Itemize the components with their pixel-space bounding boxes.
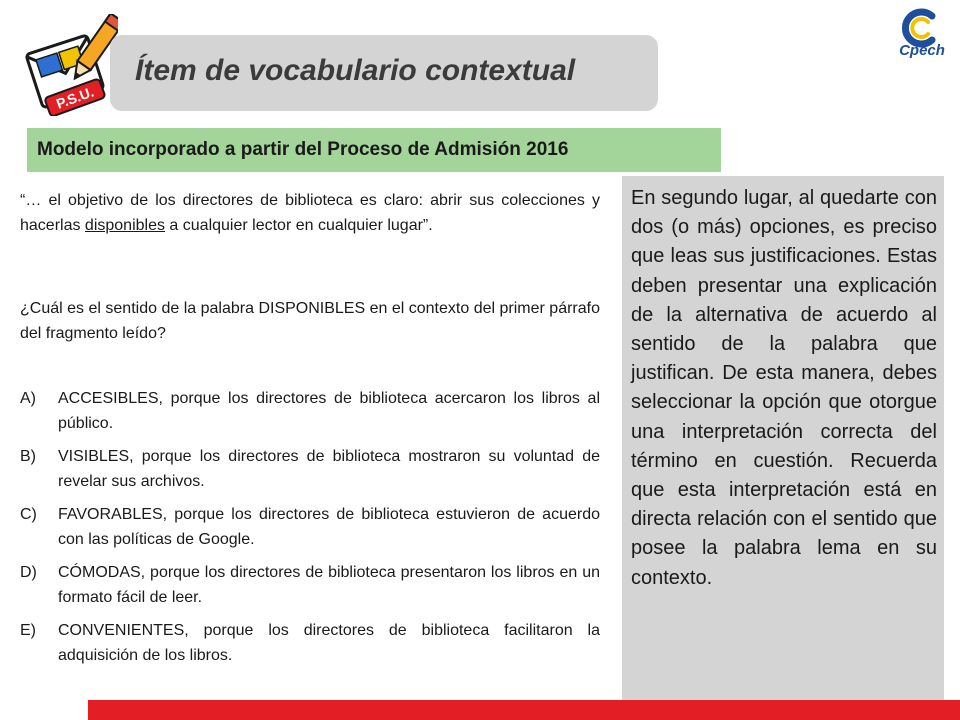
option-letter: C) — [20, 506, 37, 523]
page-title: Ítem de vocabulario contextual — [135, 54, 576, 87]
passage-before: “… el objetivo de los directores de biblioteca es claro: abrir sus colecciones y hacerlas — [20, 192, 600, 234]
option-d — [20, 560, 600, 610]
question-text: ¿Cuál es el sentido de la palabra DISPONIBLES en el contexto del primer párrafo del fragmento leído? — [20, 300, 600, 342]
option-text: VISIBLES, porque los directores de biblioteca mostraron su voluntad de revelar sus archivos. — [58, 448, 600, 490]
footer-accent-bar — [88, 700, 960, 720]
subtitle: Modelo incorporado a partir del Proceso de Admisión 2016 — [37, 139, 569, 160]
passage-underlined-word: disponibles — [84, 217, 165, 234]
explanation-text: En segundo lugar, al quedarte con dos (o más) opciones, es preciso que leas sus justificaciones. Estas deben presentar una explicación de la alternativa de acuerdo al sentido de la palabra que justifican. De esta manera, debes seleccionar la opción que otorgue una interpretación correcta del término en cuestión. Recuerda que esta interpretación está en directa relación con el sentido que posee la palabra lema en su contexto. — [631, 187, 937, 589]
option-text: CÓMODAS, porque los directores de biblioteca presentaron los libros en un formato fácil de leer. — [58, 564, 600, 606]
option-text: FAVORABLES, porque los directores de biblioteca estuvieron de acuerdo con las políticas de Google. — [58, 506, 600, 548]
option-letter: D) — [20, 564, 37, 581]
title-banner — [110, 35, 658, 111]
option-c — [20, 502, 600, 552]
option-b — [20, 444, 600, 494]
option-a — [20, 386, 600, 436]
option-text: CONVENIENTES, porque los directores de biblioteca facilitaron la adquisición de los libros. — [58, 622, 600, 664]
cpech-logo-text: Cpech — [899, 42, 945, 59]
option-e — [20, 618, 600, 668]
option-letter: B) — [20, 448, 36, 465]
subtitle-banner — [27, 128, 721, 172]
answer-options — [20, 386, 600, 668]
question-column — [20, 188, 600, 676]
passage-quote — [20, 188, 600, 263]
psu-logo-text: P.S.U. — [54, 83, 96, 112]
option-text: ACCESIBLES, porque los directores de biblioteca acercaron los libros al público. — [58, 390, 600, 432]
option-letter: E) — [20, 622, 36, 639]
explanation-box — [622, 176, 944, 710]
psu-logo — [22, 14, 118, 116]
passage-after: a cualquier lector en cualquier lugar”. — [164, 217, 433, 234]
option-letter: A) — [20, 390, 36, 407]
